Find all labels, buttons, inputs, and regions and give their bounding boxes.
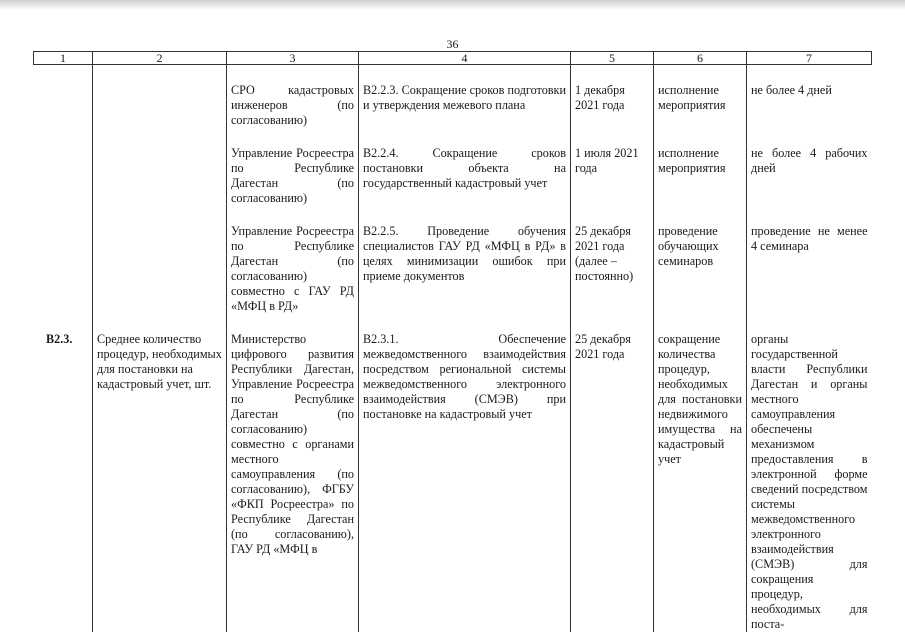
row-result: сокращение количества процедур, необходимых для постановки недвижимого имущества на кадастровый учет [654, 332, 747, 632]
row-deadline: 25 декабря 2021 года [571, 332, 654, 632]
table-row [34, 146, 872, 206]
row-executor: Министерство цифрового развития Республики Дагестан, Управление Росреестра по Республике Дагестан (по согласованию) совместно с органами местного самоуправления (по согласованию), ФГБУ «ФКП Росреестра» по Республике Дагестан (по согласованию), ГАУ РД «МФЦ в [227, 332, 359, 632]
spacer-row [34, 65, 872, 84]
row-executor: Управление Росреестра по Республике Дагестан (по согласованию) совместно с ГАУ РД «МФЦ в РД» [227, 224, 359, 314]
table-row [34, 83, 872, 128]
row-deadline: 25 декабря 2021 года (далее – постоянно) [571, 224, 654, 314]
row-deadline: 1 декабря 2021 года [571, 83, 654, 128]
column-header-7: 7 [747, 52, 872, 65]
scan-edge [0, 0, 905, 10]
row-code [34, 83, 93, 128]
column-header-2: 2 [93, 52, 227, 65]
column-header-4: 4 [359, 52, 571, 65]
row-indicator [93, 83, 227, 128]
measures-table [33, 51, 872, 632]
row-deadline: 1 июля 2021 года [571, 146, 654, 206]
row-code [34, 146, 93, 206]
table-row [34, 224, 872, 314]
row-indicator: Среднее количество процедур, необходимых для постановки на кадастровый учет, шт. [93, 332, 227, 632]
column-header-5: 5 [571, 52, 654, 65]
header-row [34, 52, 872, 65]
row-executor: Управление Росреестра по Республике Дагестан (по согласованию) [227, 146, 359, 206]
row-code [34, 224, 93, 314]
row-target: не более 4 рабочих дней [747, 146, 872, 206]
row-measure: В2.2.3. Сокращение сроков подготовки и утверждения межевого плана [359, 83, 571, 128]
column-header-1: 1 [34, 52, 93, 65]
row-target: не более 4 дней [747, 83, 872, 128]
table-row [34, 332, 872, 632]
page-number: 36 [446, 37, 459, 51]
spacer-row [34, 206, 872, 224]
row-result: исполнение мероприятия [654, 146, 747, 206]
row-target: органы государственной власти Республики Дагестан и органы местного самоуправления обеспечены механизмом предоставления в электронной форме сведений посредством системы межведомственного электронного взаимодействия (СМЭВ) для сокращения процедур, необходимых для поста- [747, 332, 872, 632]
row-result: исполнение мероприятия [654, 83, 747, 128]
row-indicator [93, 224, 227, 314]
column-header-6: 6 [654, 52, 747, 65]
spacer-row [34, 314, 872, 332]
column-header-3: 3 [227, 52, 359, 65]
row-measure: В2.2.5. Проведение обучения специалистов ГАУ РД «МФЦ в РД» в целях минимизации ошибок при приеме документов [359, 224, 571, 314]
row-target: проведение не менее 4 семинара [747, 224, 872, 314]
row-measure: В2.2.4. Сокращение сроков постановки объекта на государственный кадастровый учет [359, 146, 571, 206]
row-executor: СРО кадастровых инженеров (по согласованию) [227, 83, 359, 128]
spacer-row [34, 128, 872, 146]
row-measure: В2.3.1. Обеспечение межведомственного взаимодействия посредством региональной системы межведомственного электронного взаимодействия (СМЭВ) при постановке на кадастровый учет [359, 332, 571, 632]
row-code: В2.3. [46, 332, 73, 346]
row-indicator [93, 146, 227, 206]
row-result: проведение обучающих семинаров [654, 224, 747, 314]
